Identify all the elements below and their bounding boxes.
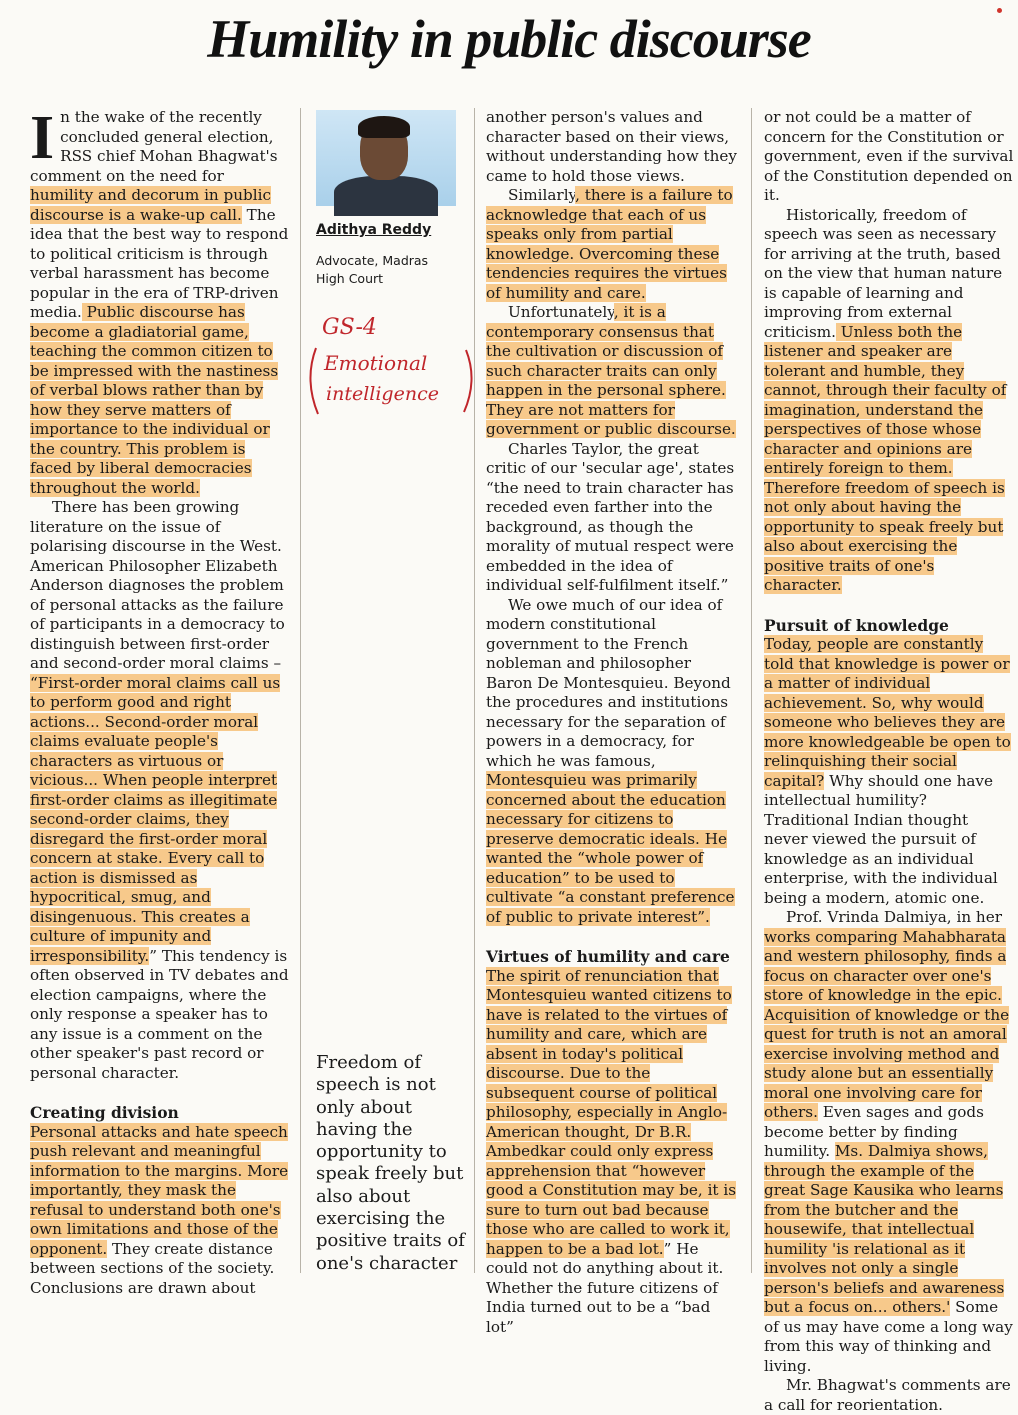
subheading-virtues: Virtues of humility and care bbox=[486, 947, 730, 966]
highlighted-text: Ms. Dalmiya shows, through the example of the great Sage Kausika who learns from the butcher and the housewife, that intellectual humility 'is relational as it involves not only a single person's beliefs and awareness but a focus on... others.' bbox=[764, 1142, 1005, 1316]
subheading-creating-division: Creating division bbox=[30, 1103, 179, 1122]
text: Some of us may have come a long way from this way of thinking and living. bbox=[764, 1298, 1013, 1375]
text: The idea that the best way to respond to political criticism is through verbal harassment has become popular in the era of TRP-driven media. bbox=[30, 205, 289, 321]
column-1 bbox=[30, 104, 290, 1297]
column-divider bbox=[751, 108, 752, 1273]
paragraph: or not could be a matter of concern for the Constitution or government, even if the survival of the Constitution depended on it. bbox=[764, 108, 1014, 204]
text: Unfortunately bbox=[508, 303, 614, 321]
highlighted-text: The spirit of renunciation that Montesquieu wanted citizens to have is related to the virtues of humility and care, which are absent in today's political discourse. Due to the subsequent course of political philosophy, especially in Anglo-American thought, Dr B.R. Ambedkar could only express apprehension that “however good a Constitution may be, it is sure to turn out bad because those who are called to work it, happen to be a bad lot. bbox=[486, 966, 737, 1258]
text: Prof. Vrinda Dalmiya, in her bbox=[786, 908, 1002, 926]
text: We owe much of our idea of modern constitutional government to the French nobleman and philosopher Baron De Montesquieu. Beyond the procedures and institutions necessary for the separation of powers in a democracy, for which he was famous, bbox=[486, 595, 731, 770]
paragraph bbox=[486, 967, 740, 1338]
text: There has been growing literature on the issue of polarising discourse in the West. American Philosopher Elizabeth Anderson diagnoses the problem of personal attacks as the failure of participants in a democracy to distinguish between first-order and second-order moral claims – bbox=[30, 498, 285, 672]
headline: Humility in public discourse bbox=[207, 9, 811, 69]
paragraph bbox=[486, 596, 740, 928]
paragraph bbox=[486, 186, 740, 303]
highlighted-text: Today, people are constantly told that knowledge is power or a matter of individual achievement. So, why would someone who believes they are more knowledgeable be open to relinquishing their social capital? bbox=[764, 635, 1011, 790]
annotation-line: Emotional bbox=[324, 351, 428, 375]
text: Historically, freedom of speech was seen as necessary for arriving at the truth, based on the view that human nature is capable of learning and improving from external criticism. bbox=[764, 205, 1003, 341]
paragraph bbox=[764, 635, 1016, 908]
paragraph bbox=[486, 303, 740, 440]
text: ” He could not do anything about it. Whether the future citizens of India turned out to be a “bad lot” bbox=[486, 1239, 724, 1336]
paragraph: Mr. Bhagwat's comments are a call for reorientation. bbox=[764, 1376, 1011, 1414]
text: They create distance between sections of the society. Conclusions are drawn about bbox=[30, 1239, 275, 1297]
highlighted-text: , there is a failure to acknowledge that each of us speaks only from partial knowledge. Overcoming these tendencies requires the virtues of humility and care. bbox=[486, 186, 733, 302]
paragraph: Charles Taylor, the great critic of our 'secular age', states “the need to train character has receded even farther into the background, as though the morality of mutual respect were embedded in the idea of individual self-fulfilment itself.” bbox=[486, 439, 735, 594]
highlighted-text: “First-order moral claims call us to perform good and right actions... Second-order moral claims evaluate people's characters as virtuous or vicious... bbox=[30, 673, 281, 789]
highlighted-text: Public discourse has become a gladiatorial game, teaching the common citizen to be impressed with the nastiness of verbal blows rather than by how they serve matters of importance to the individual or the country. This problem is faced by liberal democracies throughout the world. bbox=[30, 303, 279, 497]
highlighted-text: works comparing Mahabharata and western philosophy, finds a focus on character over one's store of knowledge in the epic. Acquisition of knowledge or the quest for truth is not an amoral exercise involving method and study alone but an essentially moral one involving care for others. bbox=[764, 927, 1010, 1121]
highlighted-text: When people interpret first-order claims as illegitimate second-order claims, they disregard the first-order moral concern at stake. Every call to action is dismissed as hypocritical, smug, and disingenuous. This creates a culture of impunity and irresponsibility. bbox=[30, 771, 278, 965]
column-divider bbox=[300, 108, 301, 1273]
author-photo bbox=[316, 110, 456, 206]
author-role bbox=[316, 252, 428, 288]
highlighted-text: Unless both the listener and speaker are tolerant and humble, they cannot, through their faculty of imagination, understand the perspectives of those whose character and opinions are entirely foreign to them. Therefore freedom of speech is not only about having the opportunity to speak freely but also about exercising the positive traits of one's character. bbox=[764, 322, 1007, 594]
subheading-pursuit: Pursuit of knowledge bbox=[764, 615, 949, 635]
text: Why should one have intellectual humility? Traditional Indian thought never viewed the pursuit of knowledge as an individual enterprise, with the individual being a modern, atomic one. bbox=[764, 771, 998, 907]
text: ” This tendency is often observed in TV debates and election campaigns, where the only response a speaker has to any issue is a comment on the other speaker's past record or personal character. bbox=[30, 946, 289, 1082]
author-name: Adithya Reddy bbox=[316, 222, 432, 238]
highlighted-text: Montesquieu was primarily concerned about the education necessary for citizens to preserve democratic ideals. He wanted the “whole power of education” to be used to cultivate “a constant preference of public to private interest”. bbox=[486, 771, 735, 926]
column-4 bbox=[764, 108, 1016, 1414]
column-divider bbox=[474, 108, 475, 1273]
annotation-line: GS-4 bbox=[322, 315, 377, 340]
text: Even sages and gods become better by finding humility. bbox=[764, 1103, 984, 1160]
author-role-line: High Court bbox=[316, 271, 384, 286]
handwritten-annotation bbox=[306, 310, 476, 420]
paragraph bbox=[764, 908, 1016, 1376]
paragraph: another person's values and character based on their views, without understanding how they came to hold those views. bbox=[486, 108, 737, 185]
drop-cap: I bbox=[30, 104, 55, 172]
column-3 bbox=[486, 108, 740, 1336]
pull-quote: Freedom of speech is not only about having the opportunity to speak freely but also about exercising the positive traits of one's character bbox=[316, 1052, 465, 1274]
paragraph bbox=[30, 104, 290, 498]
text: n the wake of the recently concluded general election, RSS chief Mohan Bhagwat's comment on the need for bbox=[30, 108, 278, 185]
author-role-line: Advocate, Madras bbox=[316, 253, 429, 268]
paragraph bbox=[30, 1123, 290, 1299]
paragraph bbox=[30, 498, 290, 1083]
highlighted-text: , it is a contemporary consensus that the cultivation or discussion of such character traits can only happen in the personal sphere. They are not matters for government or public discourse. bbox=[486, 303, 736, 438]
highlighted-text: humility and decorum in public discourse is a wake-up call. bbox=[30, 186, 271, 224]
text: Similarly bbox=[508, 186, 576, 204]
annotation-line: intelligence bbox=[326, 383, 439, 405]
red-dot-mark bbox=[997, 8, 1002, 13]
paragraph bbox=[764, 206, 1016, 596]
highlighted-text: Personal attacks and hate speech push relevant and meaningful information to the margins. More importantly, they mask the refusal to understand both one's own limitations and those of the opponent. bbox=[30, 1122, 289, 1258]
